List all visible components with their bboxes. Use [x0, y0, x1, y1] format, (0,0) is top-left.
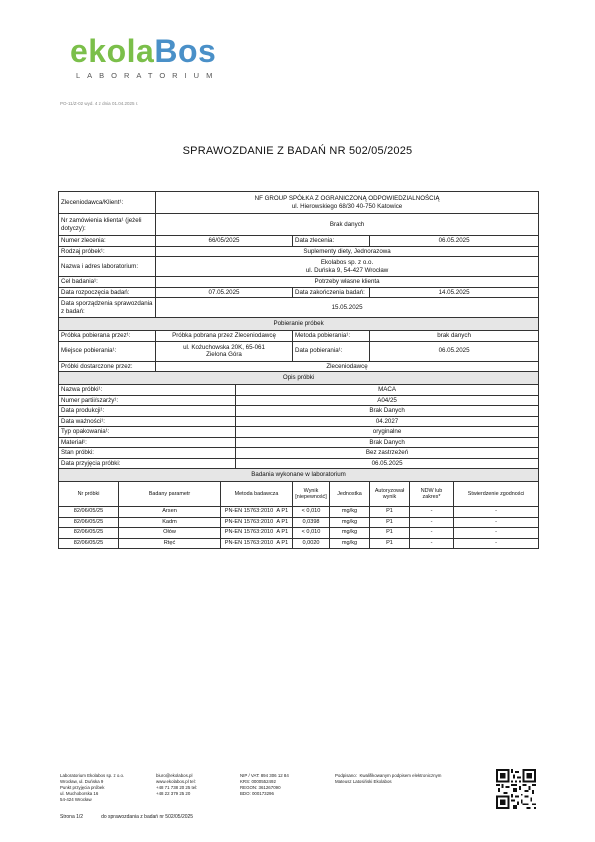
accreditation: A P1 [276, 508, 289, 514]
footer-line: +48 22 379 25 20 [156, 791, 191, 796]
sampling-by-label: Próbka pobierana przez¹: [59, 331, 156, 342]
lab-address: ul. Duńska 9, 54-427 Wrocław [305, 266, 389, 274]
description-row [59, 395, 539, 406]
sampling-by-value: Próbka pobrana przez Zleceniodawcę [156, 331, 293, 342]
logo-part1: ekola [70, 33, 155, 69]
description-value: Bez zastrzeżeń [236, 448, 539, 459]
description-label: Data przyjęcia próbki: [59, 458, 236, 469]
description-value: oryginalne [236, 427, 539, 438]
sample-type-value: Suplementy diety, Jednorazowa [156, 246, 539, 257]
sampling-place-city: Zielona Góra [206, 351, 242, 358]
result-row [59, 538, 539, 549]
sample-number: 82/06/05/25 [59, 538, 119, 549]
footer-line: Wrocław, ul. Duńska 9 [60, 779, 104, 784]
method [221, 517, 293, 528]
end-date-label: Data zakończenia badań: [293, 287, 370, 298]
description-value: MACA [236, 385, 539, 396]
order-date-label: Data zlecenia: [293, 236, 370, 247]
order-number-value: 66/05/2025 [156, 236, 293, 247]
lab-row [59, 257, 539, 277]
method-name: PN-EN 15763:2010 [224, 518, 274, 525]
sampling-date-label: Data pobierania¹: [293, 341, 370, 361]
sampling-place-value [156, 341, 293, 361]
footer-line: BDO: 000173296 [240, 791, 274, 796]
ndw-range: - [410, 538, 454, 549]
method-name: PN-EN 15763:2010 [224, 529, 274, 535]
report-date-value: 15.05.2025 [156, 298, 539, 318]
report-date-row [59, 298, 539, 318]
order-date-value: 06.05.2025 [370, 236, 539, 247]
footer-line: 54-424 Wrocław [60, 797, 92, 802]
sample-type-label: Rodzaj próbek¹: [59, 246, 156, 257]
end-date-value: 14.05.2025 [370, 287, 539, 298]
delivered-row [59, 361, 539, 372]
logo-part2: Bos [154, 33, 217, 69]
column-header: Wynik [niepewność] [293, 482, 330, 507]
client-label: Zleceniodawca/Klient¹: [59, 192, 156, 214]
page-footer [60, 814, 211, 820]
signer-name: Mateusz Latosiński Ekolabos [335, 779, 392, 784]
column-header: NDW lub zakres* [410, 482, 454, 507]
signed-label: Podpisano: [335, 773, 357, 778]
page-report-ref: do sprawozdania z badań nr 502/05/2025 [101, 814, 194, 820]
method [221, 538, 293, 549]
sampling-method-label: Metoda pobierania¹: [293, 331, 370, 342]
description-row [59, 448, 539, 459]
method-name: PN-EN 15763:2010 [224, 508, 274, 514]
start-date-label: Data rozpoczęcia badań: [59, 287, 156, 298]
authorized-by: P1 [370, 517, 410, 528]
ndw-range: - [410, 517, 454, 528]
conformity: - [454, 507, 539, 518]
column-header: Badany parametr [119, 482, 221, 507]
description-value: A04/25 [236, 395, 539, 406]
sample-number: 82/06/05/25 [59, 517, 119, 528]
report-title: SPRAWOZDANIE Z BADAŃ NR 502/05/2025 [182, 145, 413, 157]
ndw-range: - [410, 507, 454, 518]
parameter: Arsen [119, 507, 221, 518]
conformity: - [454, 517, 539, 528]
result-value: < 0,010 [293, 528, 330, 539]
unit: mg/kg [330, 507, 370, 518]
description-label: Materiał¹: [59, 437, 236, 448]
footer-email[interactable]: biuro@ekolabos.pl [156, 773, 193, 778]
description-label: Numer partii/szarży¹: [59, 395, 236, 406]
page-number: Strona 1/2 [60, 814, 84, 820]
report-date-label: Data sporządzenia sprawozdania z badań: [59, 298, 156, 318]
logo-wordmark [70, 34, 216, 68]
description-label: Typ opakowania¹: [59, 427, 236, 438]
sampling-header-row [59, 318, 539, 331]
column-header: Metoda badawcza [221, 482, 293, 507]
sample-number: 82/06/05/25 [59, 528, 119, 539]
document-reference: PO-11/Z-02 wyd. 4 z dnia 01.04.2025 r. [60, 101, 139, 106]
result-row [59, 528, 539, 539]
footer-signature [335, 773, 441, 785]
description-row [59, 416, 539, 427]
description-value: 04.2027 [236, 416, 539, 427]
column-header: Nr próbki [59, 482, 119, 507]
method [221, 507, 293, 518]
report-table [58, 191, 539, 549]
description-row [59, 458, 539, 469]
footer-contact [156, 773, 197, 797]
description-row [59, 385, 539, 396]
ekolabos-logo [70, 34, 240, 84]
ndw-range: - [410, 528, 454, 539]
delivered-value: Zleceniodawcę [156, 361, 539, 372]
description-label: Data produkcji¹: [59, 406, 236, 417]
sampling-place-label: Miejsce pobierania¹: [59, 341, 156, 361]
description-value: Brak Danych [236, 437, 539, 448]
order-label: Nr zamówienia klienta¹ (jeżeli dotyczy): [59, 214, 156, 236]
sampling-header: Pobieranie próbek [59, 318, 539, 331]
unit: mg/kg [330, 528, 370, 539]
logo-subtitle: LABORATORIUM [76, 71, 220, 80]
footer-line: NIP / VAT: 894 306 12 84 [240, 773, 289, 778]
order-row [59, 214, 539, 236]
footer-website[interactable]: www.ekolabos.pl tel: [156, 779, 196, 784]
test-dates-row [59, 287, 539, 298]
unit: mg/kg [330, 538, 370, 549]
client-value [156, 192, 539, 214]
sample-number: 82/06/05/25 [59, 507, 119, 518]
parameter: Ołów [119, 528, 221, 539]
results-header: Badania wykonane w laboratorium [59, 469, 539, 482]
client-row [59, 192, 539, 214]
lab-value [156, 257, 539, 277]
footer-line: ul. Muchoborska 16 [60, 791, 99, 796]
accreditation: A P1 [276, 518, 289, 525]
column-header: Stwierdzenie zgodności [454, 482, 539, 507]
footer-line: KRS: 0000552492 [240, 779, 276, 784]
result-value: 0,0398 [293, 517, 330, 528]
sample-type-row [59, 246, 539, 257]
qr-code-icon [496, 769, 536, 809]
result-value: < 0,010 [293, 507, 330, 518]
footer-line: Punkt przyjęcia próbek [60, 785, 105, 790]
sampling-place-street: ul. Kożuchowska 20K, 65-061 [183, 343, 265, 351]
client-name: NF GROUP SPÓŁKA Z OGRANICZONĄ ODPOWIEDZIALNOŚCIĄ [254, 195, 440, 202]
description-row [59, 406, 539, 417]
description-value: 06.05.2025 [236, 458, 539, 469]
purpose-row [59, 277, 539, 288]
parameter: Rtęć [119, 538, 221, 549]
result-value: 0,0020 [293, 538, 330, 549]
method [221, 528, 293, 539]
order-number-row [59, 236, 539, 247]
start-date-value: 07.05.2025 [156, 287, 293, 298]
authorized-by: P1 [370, 538, 410, 549]
authorized-by: P1 [370, 528, 410, 539]
description-value: Brak Danych [236, 406, 539, 417]
footer-line: +48 71 738 20 25 tel: [156, 785, 198, 790]
description-header: Opis próbki [59, 372, 539, 385]
description-row [59, 437, 539, 448]
purpose-value: Potrzeby własne klienta [156, 277, 539, 288]
footer-company [60, 773, 124, 803]
description-header-row [59, 372, 539, 385]
results-column-headers [59, 482, 539, 507]
method-name: PN-EN 15763:2010 [224, 539, 274, 546]
lab-name: Ekolabos sp. z o.o. [320, 259, 374, 266]
lab-label: Nazwa i adres laboratorium: [59, 257, 156, 277]
conformity: - [454, 528, 539, 539]
purpose-label: Cel badania¹: [59, 277, 156, 288]
description-label: Data ważności¹: [59, 416, 236, 427]
conformity: - [454, 538, 539, 549]
column-header: Autoryzował wynik [370, 482, 410, 507]
signed-value: Kwalifikowanym podpisem elektronicznym [359, 773, 442, 778]
delivered-label: Próbki dostarczone przez: [59, 361, 156, 372]
accreditation: A P1 [276, 539, 289, 546]
footer-ids [240, 773, 289, 797]
result-row [59, 517, 539, 528]
footer-line: Laboratorium Ekolabos sp. z o.o. [60, 773, 125, 778]
authorized-by: P1 [370, 507, 410, 518]
sampling-by-row [59, 331, 539, 342]
sampling-method-value: brak danych [370, 331, 539, 342]
accreditation: A P1 [276, 529, 289, 535]
unit: mg/kg [330, 517, 370, 528]
description-label: Stan próbki: [59, 448, 236, 459]
footer-line: REGON: 361267090 [240, 785, 281, 790]
result-row [59, 507, 539, 518]
description-label: Nazwa próbki¹: [59, 385, 236, 396]
description-row [59, 427, 539, 438]
results-header-row [59, 469, 539, 482]
sampling-date-value: 06.05.2025 [370, 341, 539, 361]
order-number-label: Numer zlecenia: [59, 236, 156, 247]
sampling-place-row [59, 341, 539, 361]
column-header: Jednostka [330, 482, 370, 507]
parameter: Kadm [119, 517, 221, 528]
order-value: Brak danych [156, 214, 539, 236]
client-address: ul. Hierowskiego 68/30 40-750 Katowice [291, 202, 403, 210]
